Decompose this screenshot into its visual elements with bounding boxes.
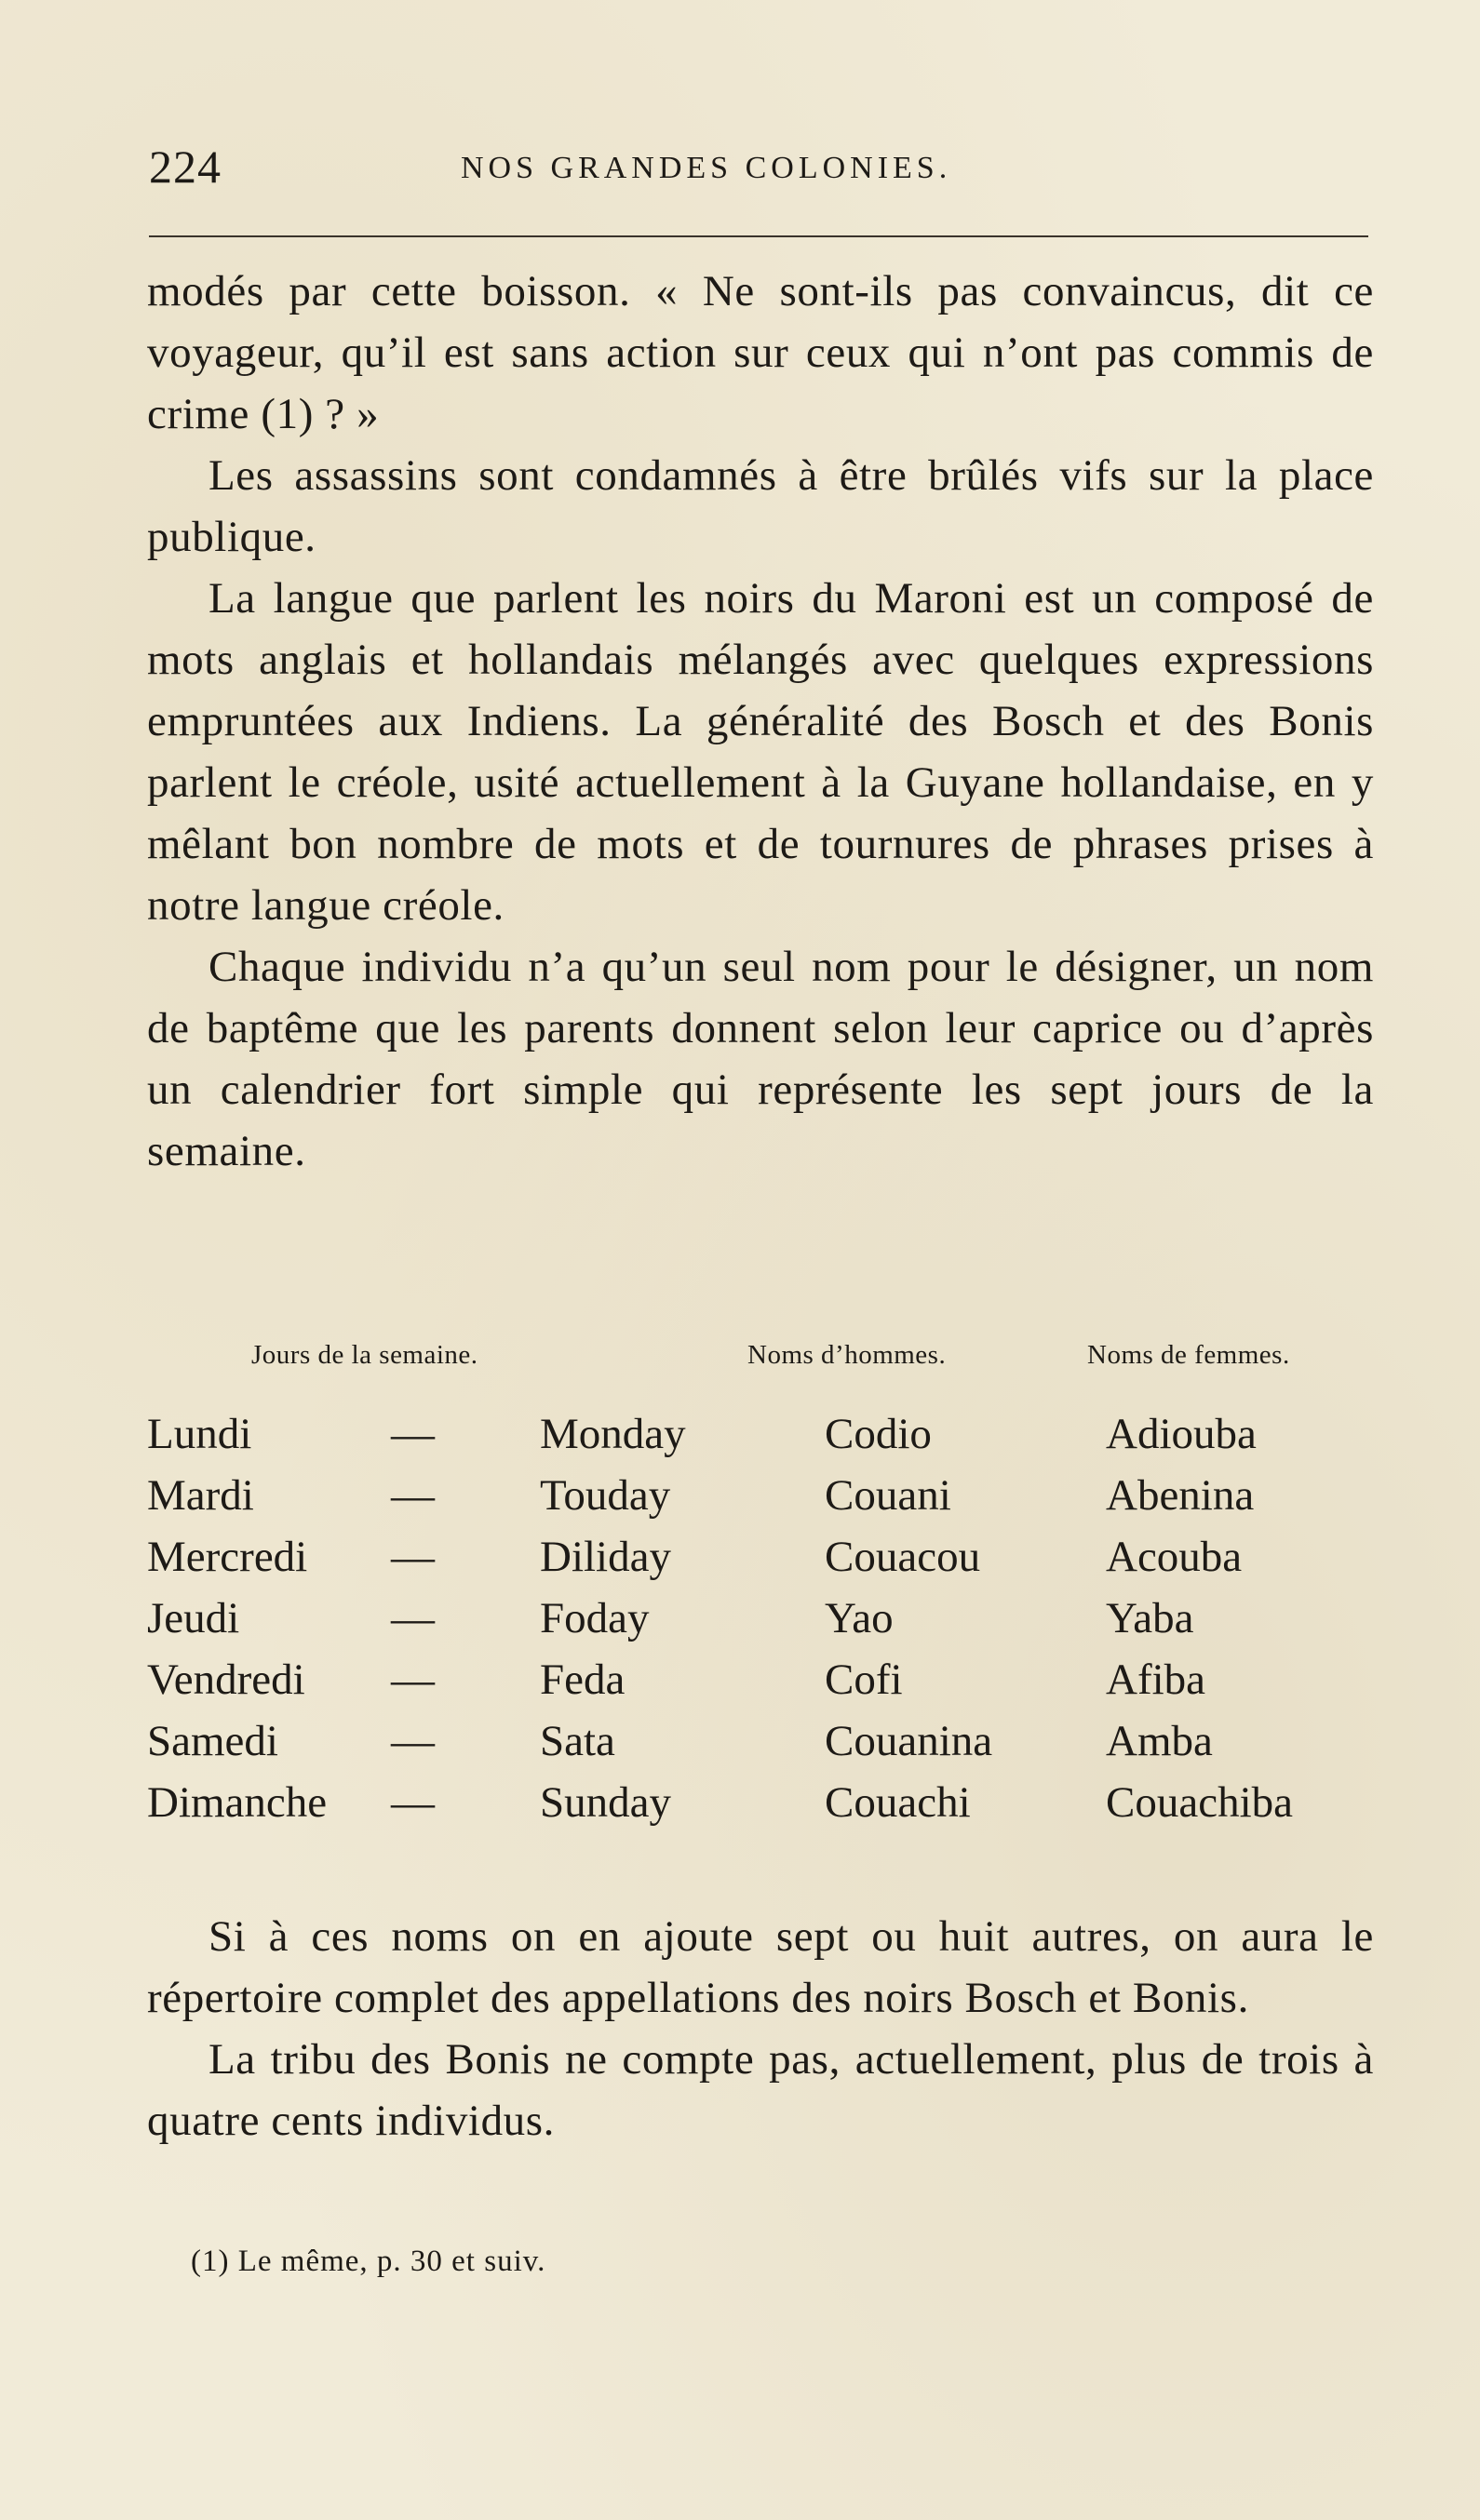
woman-name: Amba <box>1106 1717 1213 1765</box>
running-title: NOS GRANDES COLONIES. <box>461 151 952 185</box>
day-local: Foday <box>540 1594 650 1642</box>
paragraph: modés par cette boisson. « Ne sont-ils pas convaincus, dit ce voyageur, qu’il est sans action sur ceux qui n’ont pas commis de crime (1) ? » <box>147 267 1374 438</box>
man-name: Yao <box>825 1594 894 1642</box>
man-name: Couacou <box>825 1533 981 1581</box>
day-local: Feda <box>540 1655 626 1704</box>
table-row <box>147 1532 1385 1593</box>
paragraph: La tribu des Bonis ne compte pas, actuellement, plus de trois à quatre cents individus. <box>147 2035 1374 2145</box>
day-french: Mercredi <box>147 1533 308 1581</box>
day-local: Sata <box>540 1717 615 1765</box>
woman-name: Afiba <box>1106 1655 1206 1704</box>
man-name: Couanina <box>825 1717 993 1765</box>
dash: — <box>391 1533 435 1581</box>
table-row <box>147 1470 1385 1532</box>
table-row <box>147 1716 1385 1777</box>
table-row <box>147 1777 1385 1839</box>
paragraph: Chaque individu n’a qu’un seul nom pour le désigner, un nom de baptême que les parents donnent selon leur caprice ou d’après un calendrier fort simple qui représente les sept jours de la semaine. <box>147 943 1374 1175</box>
day-french: Mardi <box>147 1471 254 1520</box>
man-name: Couachi <box>825 1778 971 1827</box>
day-french: Lundi <box>147 1410 252 1458</box>
main-text-top <box>147 261 1374 1182</box>
day-french: Dimanche <box>147 1778 328 1827</box>
table-row <box>147 1409 1385 1470</box>
footnote: (1) Le même, p. 30 et suiv. <box>191 2245 546 2278</box>
day-french: Vendredi <box>147 1655 305 1704</box>
man-name: Codio <box>825 1410 932 1458</box>
dash: — <box>391 1778 435 1827</box>
dash: — <box>391 1655 435 1704</box>
names-table <box>147 1331 1385 1839</box>
woman-name: Adiouba <box>1106 1410 1257 1458</box>
day-local: Monday <box>540 1410 686 1458</box>
day-french: Jeudi <box>147 1594 240 1642</box>
table-body <box>147 1409 1385 1839</box>
dash: — <box>391 1410 435 1458</box>
paragraph: La langue que parlent les noirs du Maroni est un composé de mots anglais et hollandais mélangés avec quelques expressions empruntées aux Indiens. La généralité des Bosch et des Bonis parlent le créole, usité actuellement à la Guyane hollandaise, en y mêlant bon nombre de mots et de tournures de phrases prises à notre langue créole. <box>147 574 1374 930</box>
header-days: Jours de la semaine. <box>251 1340 478 1370</box>
dash: — <box>391 1471 435 1520</box>
man-name: Couani <box>825 1471 951 1520</box>
header-women-names: Noms de femmes. <box>1087 1340 1290 1370</box>
dash: — <box>391 1594 435 1642</box>
day-local: Diliday <box>540 1533 671 1581</box>
header-rule <box>149 235 1368 237</box>
paragraph: Si à ces noms on en ajoute sept ou huit autres, on aura le répertoire complet des appellations des noirs Bosch et Bonis. <box>147 1912 1374 2022</box>
woman-name: Yaba <box>1106 1594 1194 1642</box>
table-header <box>147 1331 1385 1387</box>
woman-name: Acouba <box>1106 1533 1243 1581</box>
day-local: Sunday <box>540 1778 671 1827</box>
table-row <box>147 1655 1385 1716</box>
day-local: Touday <box>540 1471 671 1520</box>
paragraph: Les assassins sont condamnés à être brûlés vifs sur la place publique. <box>147 451 1374 561</box>
table-row <box>147 1593 1385 1655</box>
header-men-names: Noms d’hommes. <box>747 1340 947 1370</box>
page-number: 224 <box>149 141 222 193</box>
dash: — <box>391 1717 435 1765</box>
man-name: Cofi <box>825 1655 903 1704</box>
woman-name: Abenina <box>1106 1471 1255 1520</box>
main-text-bottom <box>147 1906 1374 2151</box>
day-french: Samedi <box>147 1717 278 1765</box>
page-header <box>149 140 1378 205</box>
woman-name: Couachiba <box>1106 1778 1293 1827</box>
